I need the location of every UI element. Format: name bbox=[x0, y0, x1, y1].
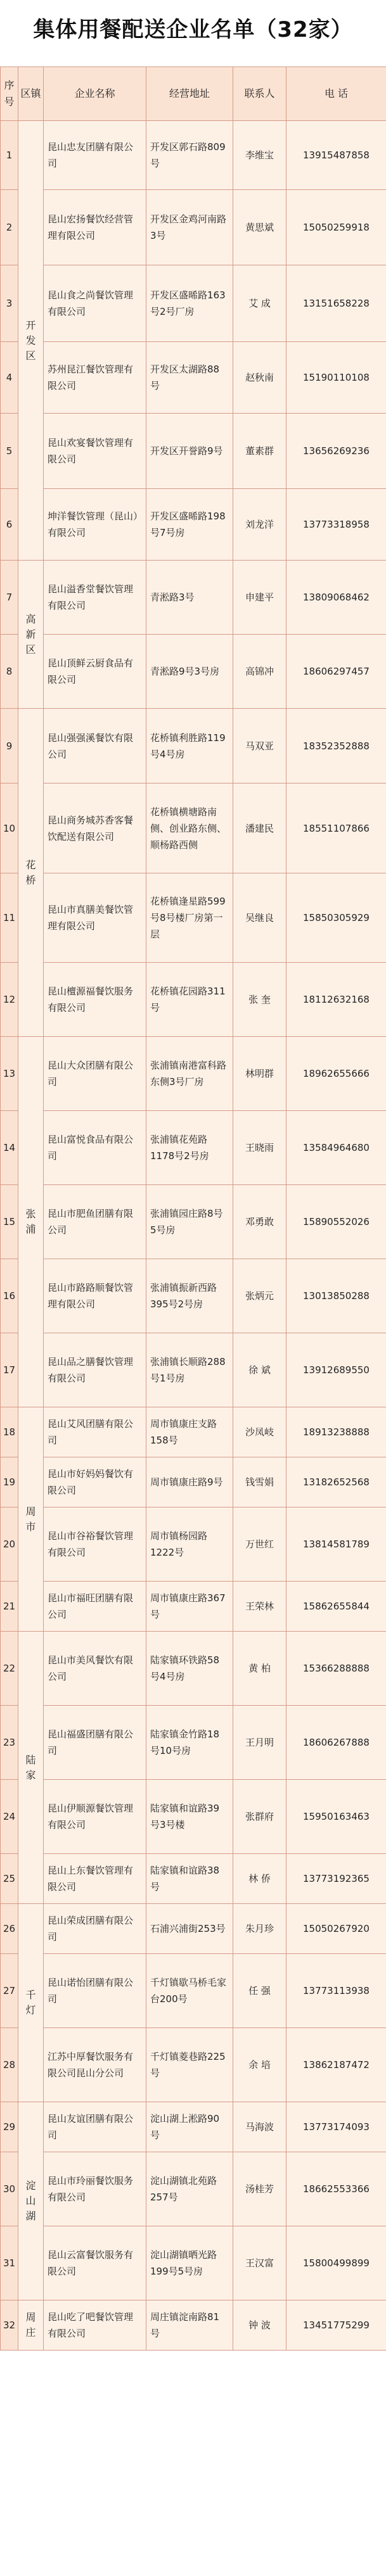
table-row bbox=[1, 784, 386, 873]
phone-number: 18662553366 bbox=[286, 2152, 386, 2226]
contact-person: 潘建民 bbox=[233, 784, 286, 873]
row-number: 27 bbox=[1, 1954, 18, 2028]
company-name: 昆山市美风餐饮有限公司 bbox=[44, 1632, 146, 1706]
company-address: 开发区开誉路9号 bbox=[146, 414, 233, 489]
region-cell: 高新区 bbox=[18, 561, 44, 709]
phone-number: 13773318958 bbox=[286, 489, 386, 561]
contact-person: 张炳元 bbox=[233, 1259, 286, 1333]
table-row bbox=[1, 1037, 386, 1111]
contact-person: 艾 成 bbox=[233, 265, 286, 342]
table-row bbox=[1, 489, 386, 561]
row-number: 4 bbox=[1, 342, 18, 414]
contact-person: 王荣林 bbox=[233, 1582, 286, 1632]
contact-person: 刘龙洋 bbox=[233, 489, 286, 561]
company-address: 周庄镇淀南路81号 bbox=[146, 2300, 233, 2351]
company-name: 昆山友谊团膳有限公司 bbox=[44, 2102, 146, 2152]
phone-number: 15862655844 bbox=[286, 1582, 386, 1632]
company-name: 昆山欢宴餐饮管理有限公司 bbox=[44, 414, 146, 489]
row-number: 29 bbox=[1, 2102, 18, 2152]
contact-person: 王晓雨 bbox=[233, 1111, 286, 1185]
region-cell: 张浦 bbox=[18, 1037, 44, 1407]
contact-person: 李维宝 bbox=[233, 121, 286, 190]
region-cell: 周庄 bbox=[18, 2300, 44, 2351]
phone-number: 13773174093 bbox=[286, 2102, 386, 2152]
phone-number: 18962655666 bbox=[286, 1037, 386, 1111]
phone-number: 13013850288 bbox=[286, 1259, 386, 1333]
contact-person: 王汉富 bbox=[233, 2226, 286, 2300]
phone-number: 15890552026 bbox=[286, 1185, 386, 1259]
phone-number: 18606297457 bbox=[286, 635, 386, 709]
phone-number: 15800499899 bbox=[286, 2226, 386, 2300]
company-name: 昆山荣成团膳有限公司 bbox=[44, 1904, 146, 1954]
company-address: 开发区金鸡河南路3号 bbox=[146, 190, 233, 265]
header-seq: 序号 bbox=[1, 67, 18, 121]
region-cell: 淀山湖 bbox=[18, 2102, 44, 2300]
region-cell: 花桥 bbox=[18, 709, 44, 1037]
phone-number: 13862187472 bbox=[286, 2028, 386, 2102]
company-name: 昆山诺怡团膳有限公司 bbox=[44, 1954, 146, 2028]
phone-number: 13151658228 bbox=[286, 265, 386, 342]
company-address: 花桥镇逢星路599号8号楼厂房第一层 bbox=[146, 873, 233, 963]
table-row bbox=[1, 1632, 386, 1706]
row-number: 19 bbox=[1, 1457, 18, 1507]
region-cell: 开发区 bbox=[18, 121, 44, 561]
row-number: 2 bbox=[1, 190, 18, 265]
company-table bbox=[0, 67, 386, 2351]
phone-number: 15050267920 bbox=[286, 1904, 386, 1954]
contact-person: 张 奎 bbox=[233, 963, 286, 1037]
row-number: 1 bbox=[1, 121, 18, 190]
table-row bbox=[1, 2102, 386, 2152]
row-number: 7 bbox=[1, 561, 18, 635]
contact-person: 任 强 bbox=[233, 1954, 286, 2028]
company-name: 昆山宏扬餐饮经营管理有限公司 bbox=[44, 190, 146, 265]
row-number: 12 bbox=[1, 963, 18, 1037]
contact-person: 马海波 bbox=[233, 2102, 286, 2152]
company-address: 周市镇康庄支路158号 bbox=[146, 1407, 233, 1457]
company-address: 开发区郭石路809号 bbox=[146, 121, 233, 190]
table-row bbox=[1, 2152, 386, 2226]
company-address: 周市镇康庄路9号 bbox=[146, 1457, 233, 1507]
company-name: 昆山食之尚餐饮管理有限公司 bbox=[44, 265, 146, 342]
phone-number: 13656269236 bbox=[286, 414, 386, 489]
table-row bbox=[1, 2028, 386, 2102]
company-address: 开发区盛晞路198号7号房 bbox=[146, 489, 233, 561]
table-row bbox=[1, 265, 386, 342]
row-number: 22 bbox=[1, 1632, 18, 1706]
company-address: 张浦镇振新西路395号2号房 bbox=[146, 1259, 233, 1333]
company-name: 昆山云富餐饮服务有限公司 bbox=[44, 2226, 146, 2300]
contact-person: 黄思斌 bbox=[233, 190, 286, 265]
row-number: 8 bbox=[1, 635, 18, 709]
company-name: 昆山商务城苏香客餐饮配送有限公司 bbox=[44, 784, 146, 873]
contact-person: 沙凤岐 bbox=[233, 1407, 286, 1457]
contact-person: 吴继良 bbox=[233, 873, 286, 963]
row-number: 10 bbox=[1, 784, 18, 873]
row-number: 6 bbox=[1, 489, 18, 561]
contact-person: 林 侨 bbox=[233, 1854, 286, 1904]
company-address: 青淞路9号3号房 bbox=[146, 635, 233, 709]
header-contact: 联系人 bbox=[233, 67, 286, 121]
contact-person: 汤桂芳 bbox=[233, 2152, 286, 2226]
phone-number: 13451775299 bbox=[286, 2300, 386, 2351]
phone-number: 13773113938 bbox=[286, 1954, 386, 2028]
region-cell: 陆家 bbox=[18, 1632, 44, 1904]
table-row bbox=[1, 1582, 386, 1632]
row-number: 17 bbox=[1, 1333, 18, 1407]
company-name: 昆山品之膳餐饮管理有限公司 bbox=[44, 1333, 146, 1407]
row-number: 24 bbox=[1, 1780, 18, 1854]
contact-person: 马双亚 bbox=[233, 709, 286, 784]
row-number: 18 bbox=[1, 1407, 18, 1457]
phone-number: 18606267888 bbox=[286, 1706, 386, 1780]
company-address: 周市镇康庄路367号 bbox=[146, 1582, 233, 1632]
company-name: 苏州昆江餐饮管理有限公司 bbox=[44, 342, 146, 414]
table-row bbox=[1, 2226, 386, 2300]
company-address: 陆家镇和谊路38号 bbox=[146, 1854, 233, 1904]
table-row bbox=[1, 121, 386, 190]
company-name: 昆山溢香堂餐饮管理有限公司 bbox=[44, 561, 146, 635]
company-name: 昆山上东餐饮管理有限公司 bbox=[44, 1854, 146, 1904]
phone-number: 13773192365 bbox=[286, 1854, 386, 1904]
row-number: 28 bbox=[1, 2028, 18, 2102]
table-row bbox=[1, 1954, 386, 2028]
company-address: 陆家镇和谊路39号3号楼 bbox=[146, 1780, 233, 1854]
phone-number: 15190110108 bbox=[286, 342, 386, 414]
table-row bbox=[1, 190, 386, 265]
contact-person: 申建平 bbox=[233, 561, 286, 635]
company-name: 昆山檀源福餐饮服务有限公司 bbox=[44, 963, 146, 1037]
table-row bbox=[1, 1854, 386, 1904]
company-name: 坤洋餐饮管理（昆山）有限公司 bbox=[44, 489, 146, 561]
company-address: 张浦镇南港富科路东侧3号厂房 bbox=[146, 1037, 233, 1111]
company-address: 陆家镇金竹路18号10号房 bbox=[146, 1706, 233, 1780]
region-cell: 周市 bbox=[18, 1407, 44, 1632]
company-address: 张浦镇园庄路8号5号房 bbox=[146, 1185, 233, 1259]
phone-number: 18913238888 bbox=[286, 1407, 386, 1457]
header-company: 企业名称 bbox=[44, 67, 146, 121]
row-number: 30 bbox=[1, 2152, 18, 2226]
contact-person: 高锦冲 bbox=[233, 635, 286, 709]
company-name: 昆山市肥鱼团膳有限公司 bbox=[44, 1185, 146, 1259]
phone-number: 18112632168 bbox=[286, 963, 386, 1037]
table-row bbox=[1, 2300, 386, 2351]
company-name: 昆山顶鲜云厨食品有限公司 bbox=[44, 635, 146, 709]
company-address: 周市镇杨园路1222号 bbox=[146, 1507, 233, 1582]
row-number: 31 bbox=[1, 2226, 18, 2300]
contact-person: 林明群 bbox=[233, 1037, 286, 1111]
contact-person: 钟 波 bbox=[233, 2300, 286, 2351]
contact-person: 王月明 bbox=[233, 1706, 286, 1780]
row-number: 16 bbox=[1, 1259, 18, 1333]
company-name: 昆山艾风团膳有限公司 bbox=[44, 1407, 146, 1457]
company-address: 千灯镇歇马桥毛家台200号 bbox=[146, 1954, 233, 2028]
company-address: 张浦镇花苑路1178号2号房 bbox=[146, 1111, 233, 1185]
table-row bbox=[1, 1507, 386, 1582]
phone-number: 18352352888 bbox=[286, 709, 386, 784]
phone-number: 13912689550 bbox=[286, 1333, 386, 1407]
company-name: 昆山伊顺源餐饮管理有限公司 bbox=[44, 1780, 146, 1854]
row-number: 21 bbox=[1, 1582, 18, 1632]
table-row bbox=[1, 1904, 386, 1954]
company-address: 淀山湖上淞路90号 bbox=[146, 2102, 233, 2152]
company-address: 千灯镇菱巷路225号 bbox=[146, 2028, 233, 2102]
document-title: 集体用餐配送企业名单（32家） bbox=[33, 17, 353, 42]
phone-number: 13915487858 bbox=[286, 121, 386, 190]
company-address: 淀山湖镇北苑路257号 bbox=[146, 2152, 233, 2226]
table-row bbox=[1, 1407, 386, 1457]
contact-person: 余 培 bbox=[233, 2028, 286, 2102]
contact-person: 朱月珍 bbox=[233, 1904, 286, 1954]
row-number: 9 bbox=[1, 709, 18, 784]
phone-number: 18551107866 bbox=[286, 784, 386, 873]
company-address: 开发区太湖路88号 bbox=[146, 342, 233, 414]
table-row bbox=[1, 414, 386, 489]
phone-number: 13182652568 bbox=[286, 1457, 386, 1507]
company-address: 花桥镇花园路311号 bbox=[146, 963, 233, 1037]
table-row bbox=[1, 1185, 386, 1259]
company-address: 青淞路3号 bbox=[146, 561, 233, 635]
company-address: 张浦镇长顺路288号1号房 bbox=[146, 1333, 233, 1407]
table-row bbox=[1, 1333, 386, 1407]
contact-person: 钱雪娟 bbox=[233, 1457, 286, 1507]
table-row bbox=[1, 709, 386, 784]
table-row bbox=[1, 963, 386, 1037]
company-address: 陆家镇环铁路58号4号房 bbox=[146, 1632, 233, 1706]
company-name: 昆山强强溪餐饮有限公司 bbox=[44, 709, 146, 784]
contact-person: 徐 斌 bbox=[233, 1333, 286, 1407]
phone-number: 15366288888 bbox=[286, 1632, 386, 1706]
company-name: 昆山大众团膳有限公司 bbox=[44, 1037, 146, 1111]
row-number: 14 bbox=[1, 1111, 18, 1185]
row-number: 26 bbox=[1, 1904, 18, 1954]
contact-person: 赵秋南 bbox=[233, 342, 286, 414]
row-number: 5 bbox=[1, 414, 18, 489]
contact-person: 万世红 bbox=[233, 1507, 286, 1582]
phone-number: 15050259918 bbox=[286, 190, 386, 265]
row-number: 25 bbox=[1, 1854, 18, 1904]
table-row bbox=[1, 561, 386, 635]
row-number: 23 bbox=[1, 1706, 18, 1780]
company-name: 昆山市路路顺餐饮管理有限公司 bbox=[44, 1259, 146, 1333]
company-name: 江苏中厚餐饮服务有限公司昆山分公司 bbox=[44, 2028, 146, 2102]
phone-number: 13809068462 bbox=[286, 561, 386, 635]
phone-number: 15850305929 bbox=[286, 873, 386, 963]
table-header-row bbox=[1, 67, 386, 121]
company-name: 昆山市好妈妈餐饮有限公司 bbox=[44, 1457, 146, 1507]
contact-person: 张群府 bbox=[233, 1780, 286, 1854]
table-row bbox=[1, 873, 386, 963]
table-row bbox=[1, 1706, 386, 1780]
table-row bbox=[1, 1457, 386, 1507]
contact-person: 董素群 bbox=[233, 414, 286, 489]
company-address: 花桥镇利胜路119号4号房 bbox=[146, 709, 233, 784]
company-name: 昆山市玲丽餐饮服务有限公司 bbox=[44, 2152, 146, 2226]
company-address: 花桥镇横塘路南侧、创业路东侧、顺杨路西侧 bbox=[146, 784, 233, 873]
company-name: 昆山市谷裕餐饮管理有限公司 bbox=[44, 1507, 146, 1582]
contact-person: 邓勇敢 bbox=[233, 1185, 286, 1259]
company-address: 石浦兴浦街253号 bbox=[146, 1904, 233, 1954]
phone-number: 15950163463 bbox=[286, 1780, 386, 1854]
company-name: 昆山市福旺团膳有限公司 bbox=[44, 1582, 146, 1632]
table-row bbox=[1, 1259, 386, 1333]
phone-number: 13584964680 bbox=[286, 1111, 386, 1185]
company-name: 昆山忠友团膳有限公司 bbox=[44, 121, 146, 190]
table-row bbox=[1, 635, 386, 709]
header-region: 区镇 bbox=[18, 67, 44, 121]
row-number: 15 bbox=[1, 1185, 18, 1259]
table-row bbox=[1, 342, 386, 414]
contact-person: 黄 柏 bbox=[233, 1632, 286, 1706]
company-name: 昆山富悦食品有限公司 bbox=[44, 1111, 146, 1185]
region-cell: 千灯 bbox=[18, 1904, 44, 2102]
company-name: 昆山吃了吧餐饮管理有限公司 bbox=[44, 2300, 146, 2351]
company-address: 淀山湖镇晒光路199号5号房 bbox=[146, 2226, 233, 2300]
row-number: 11 bbox=[1, 873, 18, 963]
row-number: 3 bbox=[1, 265, 18, 342]
company-name: 昆山市真膳美餐饮管理有限公司 bbox=[44, 873, 146, 963]
phone-number: 13814581789 bbox=[286, 1507, 386, 1582]
table-row bbox=[1, 1780, 386, 1854]
header-address: 经营地址 bbox=[146, 67, 233, 121]
row-number: 13 bbox=[1, 1037, 18, 1111]
company-address: 开发区盛晞路163号2号厂房 bbox=[146, 265, 233, 342]
table-row bbox=[1, 1111, 386, 1185]
header-phone: 电 话 bbox=[286, 67, 386, 121]
row-number: 32 bbox=[1, 2300, 18, 2351]
row-number: 20 bbox=[1, 1507, 18, 1582]
company-name: 昆山福盛团膳有限公司 bbox=[44, 1706, 146, 1780]
